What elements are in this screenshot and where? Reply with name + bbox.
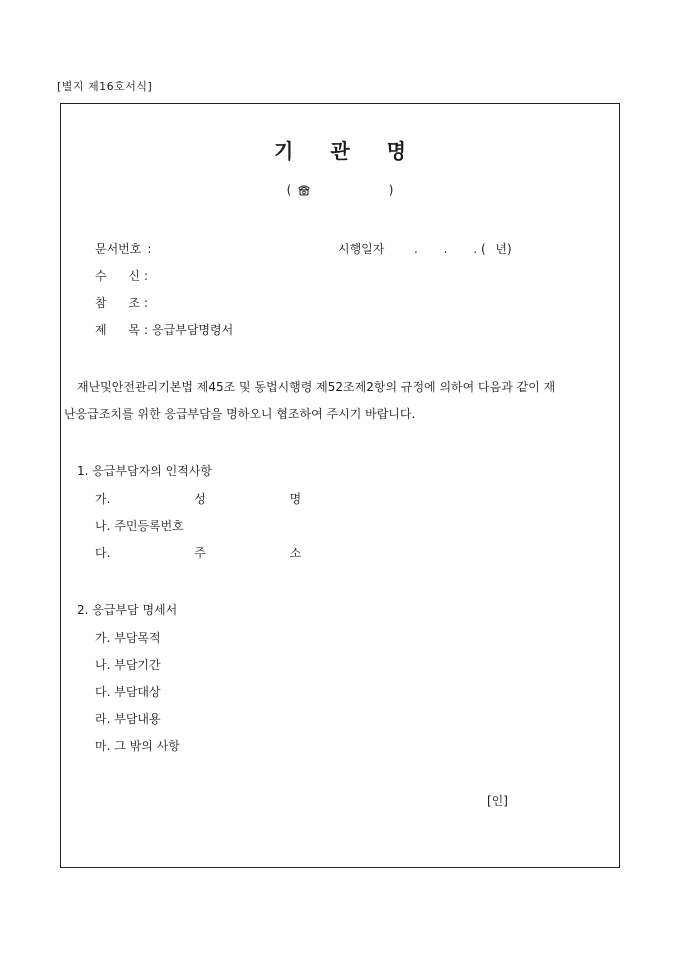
subject-value: 응급부담명령서 bbox=[152, 323, 234, 337]
reference-row: 참 조 : bbox=[95, 296, 149, 310]
section-2-item-period: 나. 부담기간 bbox=[95, 658, 161, 672]
phone-close-paren: ) bbox=[388, 183, 394, 197]
body-line-2: 난응급조치를 위한 응급부담을 명하오니 협조하여 주시기 바랍니다. bbox=[64, 407, 416, 421]
phone-open-paren: ( bbox=[286, 183, 292, 197]
section-2-item-purpose: 가. 부담목적 bbox=[95, 631, 161, 645]
subject-row: 제 목 : 응급부담명령서 bbox=[95, 323, 234, 337]
exec-date-label: 시행일자 bbox=[338, 242, 385, 256]
section-2-item-target: 다. 부담대상 bbox=[95, 685, 161, 699]
section-1-item-name: 가. 성 명 bbox=[95, 492, 302, 506]
exec-date-row bbox=[338, 240, 512, 257]
exec-date-year: ( 년) bbox=[480, 242, 512, 256]
reference-label: 참 조 bbox=[95, 296, 140, 310]
seal-mark: [인] bbox=[487, 794, 508, 808]
section-2-heading: 2. 응급부담 명세서 bbox=[77, 603, 178, 617]
section-1-item-id: 나. 주민등록번호 bbox=[95, 519, 184, 533]
form-number-label: [별지 제16호서식] bbox=[57, 80, 153, 93]
doc-number-row: 문서번호 : bbox=[95, 242, 152, 256]
exec-date-dots: . . . bbox=[414, 242, 478, 256]
section-1-heading: 1. 응급부담자의 인적사항 bbox=[77, 464, 212, 478]
recipient-row: 수 신 : bbox=[95, 269, 149, 283]
section-2-item-content: 라. 부담내용 bbox=[95, 712, 161, 726]
body-line-1: 재난및안전관리기본법 제45조 및 동법시행령 제52조제2항의 규정에 의하여 다음과 같이 재 bbox=[77, 380, 556, 394]
phone-line bbox=[0, 183, 680, 199]
agency-name-title: 기 관 명 bbox=[274, 139, 406, 163]
section-2-item-other: 마. 그 밖의 사항 bbox=[95, 739, 180, 753]
doc-number-label: 문서번호 bbox=[95, 242, 142, 256]
phone-icon bbox=[297, 184, 311, 199]
recipient-label: 수 신 bbox=[95, 269, 140, 283]
subject-label: 제 목 bbox=[95, 323, 140, 337]
section-1-item-address: 다. 주 소 bbox=[95, 546, 302, 560]
